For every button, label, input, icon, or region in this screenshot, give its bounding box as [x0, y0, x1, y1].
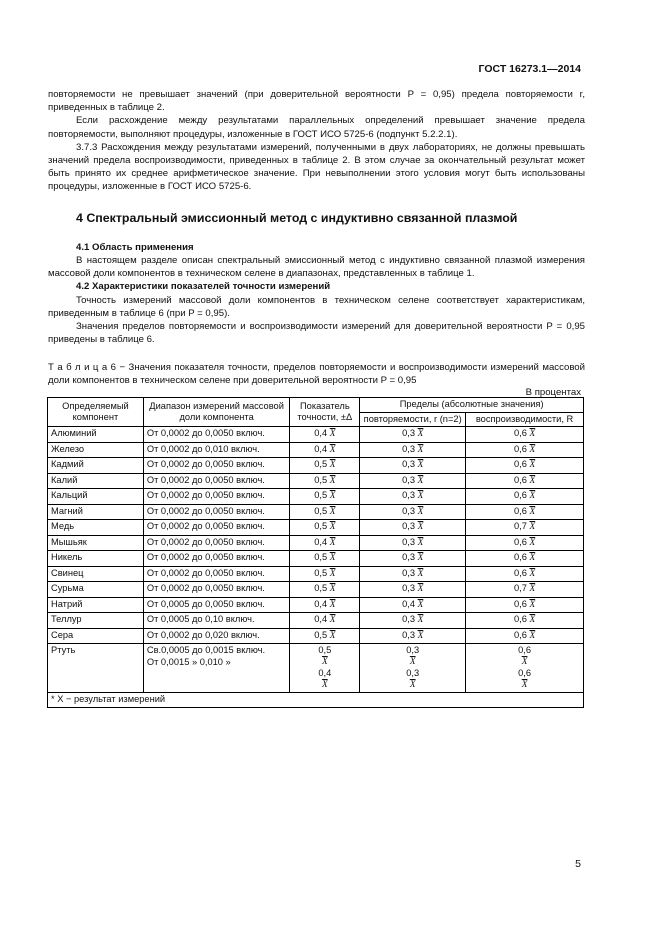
cell-reproducibility: 0,6 $\overline{X}$: [466, 566, 584, 582]
cell-reproducibility: 0,6 $\overline{X}$: [466, 551, 584, 567]
cell-repeatability: 0,3 $\overline{X}$: [360, 628, 466, 644]
cell-range: От 0,0005 до 0,10 включ.: [143, 613, 290, 629]
xbar-symbol: $\overline{X}$: [417, 584, 424, 594]
xbar-symbol: $\overline{X}$: [417, 553, 424, 563]
cell-range: От 0,0002 до 0,0050 включ.: [143, 566, 290, 582]
xbar-symbol: $\overline{X}$: [329, 522, 336, 532]
xbar-symbol: $\overline{X}$: [329, 615, 336, 625]
cell-accuracy: 0,4 $\overline{X}$: [290, 442, 360, 458]
subsection-4-2: 4.2 Характеристики показателей точности измерений: [76, 281, 331, 293]
cell-accuracy: 0,5 $\overline{X}$: [290, 504, 360, 520]
cell-reproducibility: 0,6 $\overline{X}$: [466, 504, 584, 520]
cell-repeatability: 0,3 $\overline{X}$: [360, 504, 466, 520]
xbar-symbol: $\overline{X}$: [417, 615, 424, 625]
table-row-mercury: [48, 644, 584, 693]
table-row: [48, 458, 584, 474]
cell-accuracy: 0,4 $\overline{X}$: [290, 427, 360, 443]
cell-repeatability: 0,3 $\overline{X}$: [360, 613, 466, 629]
cell-accuracy: 0,5 $\overline{X}$: [290, 489, 360, 505]
xbar-symbol: $\overline{X}$: [417, 522, 424, 532]
xbar-symbol: $\overline{X}$: [529, 599, 536, 610]
xbar-symbol: $\overline{X}$: [417, 630, 424, 641]
xbar-symbol: $\overline{X}$: [329, 553, 336, 563]
cell-component: Теллур: [48, 613, 144, 629]
xbar-symbol: $\overline{X}$: [329, 460, 336, 470]
table-unit: В процентах: [525, 387, 581, 398]
cell-repeatability: 0,3 $\overline{X}$: [360, 473, 466, 489]
cell-reproducibility: 0,6 $\overline{X}$: [466, 613, 584, 629]
cell-range: От 0,0002 до 0,0050 включ.: [143, 473, 290, 489]
table-row: [48, 566, 584, 582]
cell-accuracy: 0,5 $\overline{X}$: [290, 628, 360, 644]
paragraph-5: Точность измерений массовой доли компонентов в техническом селене соответствует характеристикам, приведенным в таблице 6 (при P = 0,95).: [48, 294, 585, 319]
cell-repeatability: 0,3 $\overline{X}$: [360, 442, 466, 458]
cell-repeatability: 0,3 $\overline{X}$: [360, 535, 466, 551]
table-row: [48, 613, 584, 629]
xbar-symbol: $\overline{X}$: [529, 460, 536, 470]
cell-reproducibility: 0,6 $\overline{X}$: [466, 597, 584, 613]
cell-repeatability: 0,3 $\overline{X}$: [360, 458, 466, 474]
xbar-symbol: $\overline{X}$: [329, 506, 336, 517]
cell-repeatability: 0,3 $\overline{X}$: [360, 566, 466, 582]
cell-reproducibility: 0,6 $\overline{X}$: [466, 535, 584, 551]
header-limits: Пределы (абсолютные значения): [360, 398, 584, 413]
cell-component: Сера: [48, 628, 144, 644]
xbar-symbol: $\overline{X}$: [417, 444, 424, 455]
cell-accuracy: 0,5 $\overline{X}$: [290, 520, 360, 536]
cell-range: Св.0,0005 до 0,0015 включ. От 0,0015 » 0,010 »: [143, 644, 290, 693]
cell-component: Алюминий: [48, 427, 144, 443]
section-heading: 4 Спектральный эмиссионный метод с индуктивно связанной плазмой: [76, 210, 518, 225]
cell-reproducibility: 0,6 $\overline{X}$: [466, 458, 584, 474]
cell-range: От 0,0002 до 0,0050 включ.: [143, 427, 290, 443]
paragraph-4: В настоящем разделе описан спектральный эмиссионный метод с индуктивно связанной плазмой измерения массовой доли компонентов в техническом селене в диапазонах, представленных в таблице 1.: [48, 255, 585, 280]
table-row: [48, 442, 584, 458]
cell-range: От 0,0002 до 0,0050 включ.: [143, 535, 290, 551]
xbar-symbol: $\overline{X}$: [529, 537, 536, 548]
cell-repeatability: 0,3 $\overline{X}$: [360, 551, 466, 567]
cell-range: От 0,0002 до 0,020 включ.: [143, 628, 290, 644]
table-row: [48, 535, 584, 551]
cell-reproducibility: 0,7 $\overline{X}$: [466, 582, 584, 598]
cell-component: Медь: [48, 520, 144, 536]
table-footnote: * X − результат измерений: [48, 693, 584, 708]
cell-accuracy: 0,5 $\overline{X}$: [290, 473, 360, 489]
xbar-symbol: $\overline{X}$: [417, 537, 424, 548]
cell-repeatability: 0,3 $\overline{X}$: [360, 489, 466, 505]
cell-component: Сурьма: [48, 582, 144, 598]
xbar-symbol: $\overline{X}$: [417, 568, 424, 579]
page-number: 5: [575, 858, 581, 870]
xbar-symbol: $\overline{X}$: [321, 656, 328, 667]
xbar-symbol: $\overline{X}$: [321, 679, 328, 690]
cell-accuracy: 0,4 $\overline{X}$: [290, 535, 360, 551]
xbar-symbol: $\overline{X}$: [329, 491, 336, 501]
cell-component: Мышьяк: [48, 535, 144, 551]
xbar-symbol: $\overline{X}$: [521, 656, 528, 667]
cell-accuracy: 0,5 $\overline{X}$: [290, 582, 360, 598]
xbar-symbol: $\overline{X}$: [409, 679, 416, 690]
table-row: [48, 551, 584, 567]
cell-accuracy: 0,5 $\overline{X}$ 0,4 $\overline{X}$: [290, 644, 360, 693]
cell-range: От 0,0005 до 0,0050 включ.: [143, 597, 290, 613]
xbar-symbol: $\overline{X}$: [417, 475, 424, 486]
cell-component: Железо: [48, 442, 144, 458]
xbar-symbol: $\overline{X}$: [417, 599, 424, 610]
xbar-symbol: $\overline{X}$: [521, 679, 528, 690]
table-row: [48, 473, 584, 489]
xbar-symbol: $\overline{X}$: [529, 630, 536, 641]
cell-reproducibility: 0,6 $\overline{X}$ 0,6 $\overline{X}$: [466, 644, 584, 693]
header-reproducibility: воспроизводимости, R: [466, 412, 584, 427]
cell-range: От 0,0002 до 0,0050 включ.: [143, 489, 290, 505]
cell-range: От 0,0002 до 0,0050 включ.: [143, 582, 290, 598]
xbar-symbol: $\overline{X}$: [329, 475, 336, 486]
paragraph-1: повторяемости не превышает значений (при доверительной вероятности P = 0,95) предела повторяемости r, приведенных в таблице 2.: [48, 89, 585, 114]
cell-repeatability: 0,3 $\overline{X}$: [360, 520, 466, 536]
xbar-symbol: $\overline{X}$: [529, 615, 536, 625]
xbar-symbol: $\overline{X}$: [529, 522, 536, 532]
xbar-symbol: $\overline{X}$: [529, 584, 536, 594]
table-row: [48, 427, 584, 443]
cell-reproducibility: 0,6 $\overline{X}$: [466, 473, 584, 489]
cell-component: Кадмий: [48, 458, 144, 474]
subsection-4-1: 4.1 Область применения: [76, 241, 194, 253]
cell-reproducibility: 0,6 $\overline{X}$: [466, 489, 584, 505]
cell-component: Калий: [48, 473, 144, 489]
xbar-symbol: $\overline{X}$: [529, 491, 536, 501]
cell-range: От 0,0002 до 0,010 включ.: [143, 442, 290, 458]
table-row: [48, 582, 584, 598]
xbar-symbol: $\overline{X}$: [409, 656, 416, 667]
xbar-symbol: $\overline{X}$: [329, 584, 336, 594]
xbar-symbol: $\overline{X}$: [329, 599, 336, 610]
table-row: [48, 504, 584, 520]
xbar-symbol: $\overline{X}$: [529, 429, 536, 439]
cell-reproducibility: 0,6 $\overline{X}$: [466, 427, 584, 443]
cell-component: Свинец: [48, 566, 144, 582]
xbar-symbol: $\overline{X}$: [529, 568, 536, 579]
cell-accuracy: 0,5 $\overline{X}$: [290, 458, 360, 474]
cell-repeatability: 0,3 $\overline{X}$: [360, 582, 466, 598]
xbar-symbol: $\overline{X}$: [529, 475, 536, 486]
body-text: [48, 88, 585, 346]
paragraph-6: Значения пределов повторяемости и воспроизводимости измерений для доверительной вероятности P = 0,95 приведены в таблице 6.: [48, 321, 585, 346]
xbar-symbol: $\overline{X}$: [529, 553, 536, 563]
cell-range: От 0,0002 до 0,0050 включ.: [143, 551, 290, 567]
cell-range: От 0,0002 до 0,0050 включ.: [143, 520, 290, 536]
table-row: [48, 489, 584, 505]
xbar-symbol: $\overline{X}$: [329, 444, 336, 455]
table-row: [48, 597, 584, 613]
xbar-symbol: $\overline{X}$: [417, 429, 424, 439]
cell-range: От 0,0002 до 0,0050 включ.: [143, 458, 290, 474]
cell-accuracy: 0,5 $\overline{X}$: [290, 566, 360, 582]
cell-repeatability: 0,4 $\overline{X}$: [360, 597, 466, 613]
table-row: [48, 628, 584, 644]
paragraph-3: 3.7.3 Расхождения между результатами измерений, полученными в двух лабораториях, не должны превышать значений предела воспроизводимости, приведенных в таблице 2. В этом случае за окончательный результат может быть принято их среднее арифметическое значение. При невыполнении этого условия могут быть использованы процедуры, изложенные в ГОСТ ИСО 5725-6.: [48, 141, 585, 193]
cell-component: Кальций: [48, 489, 144, 505]
table-row: [48, 520, 584, 536]
xbar-symbol: $\overline{X}$: [417, 506, 424, 517]
document-header: ГОСТ 16273.1—2014: [478, 63, 581, 75]
cell-component: Магний: [48, 504, 144, 520]
header-range: Диапазон измерений массовой доли компонента: [143, 398, 290, 427]
xbar-symbol: $\overline{X}$: [529, 506, 536, 517]
header-repeatability: повторяемости, r (n=2): [360, 412, 466, 427]
xbar-symbol: $\overline{X}$: [417, 460, 424, 470]
xbar-symbol: $\overline{X}$: [329, 630, 336, 641]
cell-repeatability: 0,3 $\overline{X}$: [360, 427, 466, 443]
xbar-symbol: $\overline{X}$: [329, 537, 336, 548]
table-6: [47, 397, 584, 708]
cell-repeatability: 0,3 $\overline{X}$ 0,3 $\overline{X}$: [360, 644, 466, 693]
xbar-symbol: $\overline{X}$: [329, 429, 336, 439]
xbar-symbol: $\overline{X}$: [529, 444, 536, 455]
xbar-symbol: $\overline{X}$: [329, 568, 336, 579]
cell-reproducibility: 0,6 $\overline{X}$: [466, 628, 584, 644]
xbar-symbol: $\overline{X}$: [417, 491, 424, 501]
header-component: Определяемый компонент: [48, 398, 144, 427]
cell-component: Ртуть: [48, 644, 144, 693]
cell-accuracy: 0,4 $\overline{X}$: [290, 597, 360, 613]
cell-accuracy: 0,4 $\overline{X}$: [290, 613, 360, 629]
cell-component: Натрий: [48, 597, 144, 613]
cell-accuracy: 0,5 $\overline{X}$: [290, 551, 360, 567]
header-accuracy: Показатель точности, ±Δ: [290, 398, 360, 427]
cell-range: От 0,0002 до 0,0050 включ.: [143, 504, 290, 520]
cell-component: Никель: [48, 551, 144, 567]
table-caption: Т а б л и ц а 6 − Значения показателя точности, пределов повторяемости и воспроизводимости измерений массовой доли компонентов в техническом селене при доверительной вероятности P = 0,95: [48, 362, 585, 386]
paragraph-2: Если расхождение между результатами параллельных определений превышает значение предела повторяемости, выполняют процедуры, изложенные в ГОСТ ИСО 5725-6 (подпункт 5.2.2.1).: [48, 115, 585, 140]
cell-reproducibility: 0,7 $\overline{X}$: [466, 520, 584, 536]
cell-reproducibility: 0,6 $\overline{X}$: [466, 442, 584, 458]
